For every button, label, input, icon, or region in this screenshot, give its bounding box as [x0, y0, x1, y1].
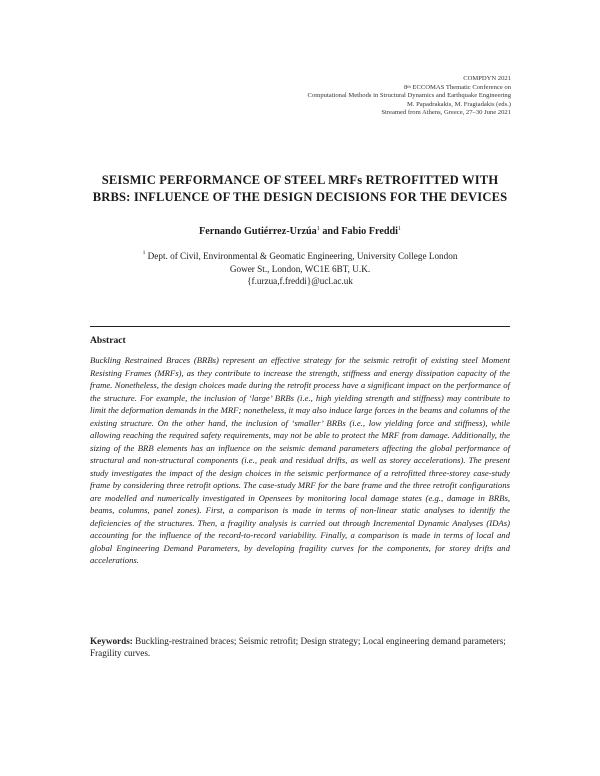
affiliation-department	[60, 250, 540, 263]
keywords	[90, 635, 510, 660]
author-name: Fernando Gutiérrez-Urzúa	[198, 226, 317, 237]
affiliation-address: Gower St., London, WC1E 6BT, U.K.	[229, 263, 371, 274]
abstract-heading: Abstract	[90, 335, 126, 346]
author-separator: and	[319, 226, 342, 237]
conference-location: Streamed from Athens, Greece, 27–30 June 2021	[381, 109, 511, 116]
conference-edition	[308, 84, 511, 93]
conference-full-title: Computational Methods in Structural Dynamics and Earthquake Engineering	[307, 92, 511, 99]
abstract-text: Buckling Restrained Braces (BRBs) represent an effective strategy for the seismic retrofit of existing steel Moment Resisting Frames (MRFs), as they contribute to increase the strength, stiffness and energy dissipation capacity of the frame. Nonetheless, the design choices made during the retrofit process have a significant impact on the performance of the structure. For example, the inclusion of ‘large’ BRBs (i.e., high yielding strength and stiffness) may contribute to limit the deformation demands in the MRF; nonetheless, it may also induce large forces in the beams and columns of the existing structure. On the other hand, the inclusion of ‘smaller’ BRBs (i.e., low yielding force and stiffness), while allowing reaching the required safety requirements, may not be able to protect the MRF from damage. Additionally, the sizing of the BRB elements has an influence on the seismic demand parameters affecting the global performance of structural and non-structural components (i.e., peak and residual drifts, as well as storey accelerations). The present study investigates the impact of the design choices in the seismic performance of a retrofitted three-storey case-study frame by considering three retrofit options. The case-study MRF for the bare frame and the three retrofit configurations are modelled and numerically investigated in Opensees by monitoring local damage states (e.g., damage in BRBs, beams, columns, panel zones). First, a comparison is made in terms of non-linear static analyses to identify the deficiencies of the structures. Then, a fragility analysis is carried out through Incremental Dynamic Analyses (IDAs) accounting for the influence of the record-to-record variability. Finally, a comparison is made in terms of local and global Engineering Demand Parameters, by developing fragility curves for the components, for storey drifts and accelerations.	[90, 355, 510, 565]
paper-title	[60, 172, 540, 206]
author-name: Fabio Freddi	[341, 226, 399, 237]
keywords-text: Buckling-restrained braces; Seismic retrofit; Design strategy; Local engineering demand parameters; Fragility curves.	[90, 636, 506, 659]
affiliation	[60, 250, 540, 288]
author-affiliation-mark: 1	[398, 226, 402, 232]
author-list	[60, 226, 540, 238]
conference-name: COMPDYN 2021	[463, 75, 511, 82]
edition-suffix: th	[407, 83, 411, 89]
conference-header	[308, 75, 511, 118]
affiliation-department-text: Dept. of Civil, Environmental & Geomatic Engineering, University College London	[145, 251, 458, 261]
edition-number: 8	[403, 83, 408, 91]
paper-title-line-1: SEISMIC PERFORMANCE OF STEEL MRFs RETROFITTED WITH	[101, 173, 499, 187]
edition-rest: ECCOMAS Thematic Conference on	[410, 83, 511, 91]
conference-editors: M. Papadrakakis, M. Fragiadakis (eds.)	[406, 100, 511, 108]
affiliation-email: {f.urzua,f.freddi}@ucl.ac.uk	[247, 276, 353, 286]
paper-title-line-2: BRBS: INFLUENCE OF THE DESIGN DECISIONS FOR THE DEVICES	[92, 190, 508, 204]
section-divider	[90, 326, 510, 327]
author-affiliation-mark: 1	[316, 226, 320, 232]
affiliation-mark: 1	[142, 250, 146, 256]
keywords-label: Keywords:	[90, 636, 133, 646]
